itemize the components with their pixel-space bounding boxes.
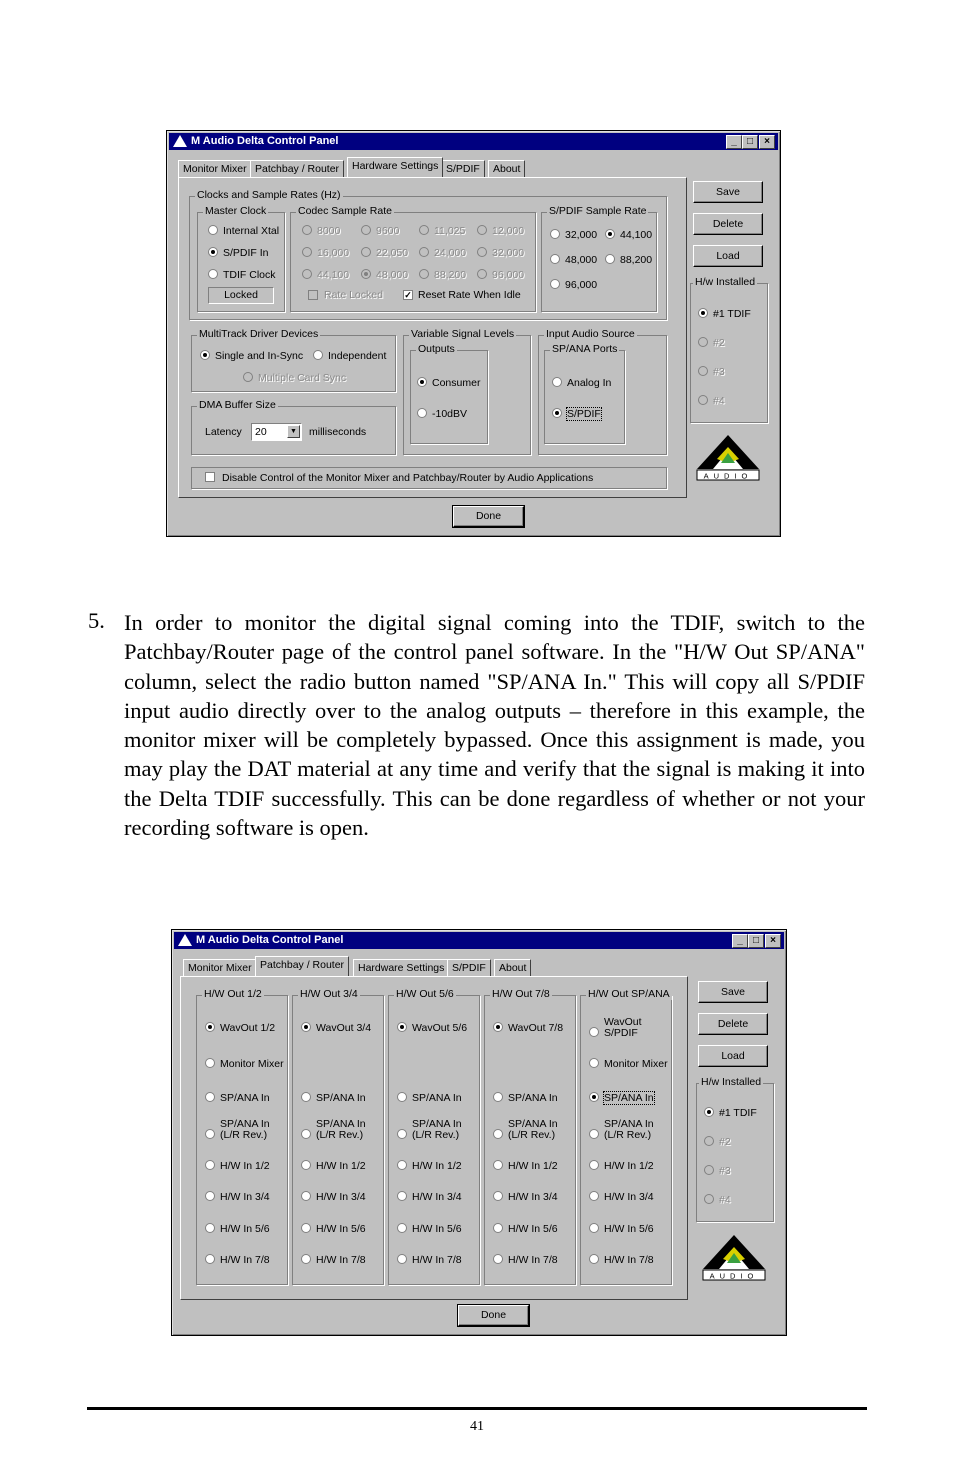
m-audio-app-icon xyxy=(178,934,192,946)
radio-codec-12000[interactable] xyxy=(477,225,487,235)
label-disable-control: Disable Control of the Monitor Mixer and Patchbay/Router by Audio Applications xyxy=(222,472,594,484)
label-hw-4: #4 xyxy=(719,1194,731,1206)
label-codec-24000: 24,000 xyxy=(434,247,467,259)
routing-radio[interactable] xyxy=(301,1223,311,1233)
routing-radio[interactable] xyxy=(301,1254,311,1264)
radio-tdif-clock[interactable] xyxy=(208,269,218,279)
window-title: M Audio Delta Control Panel xyxy=(191,135,339,147)
clocks-group-label: Clocks and Sample Rates (Hz) xyxy=(197,189,341,201)
routing-radio[interactable] xyxy=(589,1129,599,1139)
routing-option-label: H/W In 7/8 xyxy=(508,1254,558,1266)
routing-radio[interactable] xyxy=(589,1160,599,1170)
tab-monitor-mixer[interactable]: Monitor Mixer xyxy=(178,160,252,178)
routing-radio[interactable] xyxy=(589,1254,599,1264)
routing-option-label: H/W In 7/8 xyxy=(412,1254,462,1266)
page-number: 41 xyxy=(470,1419,484,1434)
label-hw-1-tdif: #1 TDIF xyxy=(719,1107,757,1119)
routing-radio[interactable] xyxy=(589,1027,599,1037)
routing-option-label: H/W In 1/2 xyxy=(412,1160,462,1172)
routing-option-label: WavOut 1/2 xyxy=(220,1022,276,1034)
instruction-paragraph: In order to monitor the digital signal coming into the TDIF, switch to the Patchbay/Router page of the control panel software. In the "H/W Out SP/ANA" column, select the radio button named "SP/ANA In." This will copy all S/PDIF input audio directly over to the analog outputs – therefore in this example, the monitor mixer will be completely bypassed. Once this assignment is made, you may play the DAT material at any time and verify that the signal is making it into the Delta TDIF successfully. This can be done regardless of whether or not your recording software is open. xyxy=(124,610,865,841)
routing-option-label: H/W In 3/4 xyxy=(316,1191,366,1203)
routing-option-label: H/W In 7/8 xyxy=(316,1254,366,1266)
tab-spdif[interactable]: S/PDIF xyxy=(441,160,485,178)
radio-codec-88200[interactable] xyxy=(419,269,429,279)
radio-hw-3[interactable] xyxy=(698,366,708,376)
radio-spdif-32000[interactable] xyxy=(550,229,560,239)
radio-hw-2[interactable] xyxy=(704,1136,714,1146)
label-consumer: Consumer xyxy=(432,377,481,389)
radio-codec-22050[interactable] xyxy=(361,247,371,257)
label-spdif-44100: 44,100 xyxy=(620,229,653,241)
routing-radio[interactable] xyxy=(589,1191,599,1201)
radio-hw-1-tdif[interactable] xyxy=(704,1107,714,1117)
done-button[interactable]: Done xyxy=(453,506,524,527)
radio-codec-11025[interactable] xyxy=(419,225,429,235)
routing-option-label: Monitor Mixer xyxy=(604,1058,668,1070)
routing-radio[interactable] xyxy=(397,1254,407,1264)
label-spdif-32000: 32,000 xyxy=(565,229,598,241)
control-panel-window-patchbay xyxy=(171,929,787,1336)
routing-radio[interactable] xyxy=(397,1092,407,1102)
label-independent: Independent xyxy=(328,350,387,362)
tab-patchbay-router[interactable]: Patchbay / Router xyxy=(255,956,349,976)
spdif-rate-label: S/PDIF Sample Rate xyxy=(549,205,647,217)
routing-option-label: H/W In 5/6 xyxy=(316,1223,366,1235)
routing-option-label: SP/ANA In xyxy=(412,1092,462,1104)
delete-button[interactable]: Delete xyxy=(693,213,763,235)
routing-radio[interactable] xyxy=(301,1092,311,1102)
routing-radio[interactable] xyxy=(397,1223,407,1233)
routing-option-label: SP/ANA In xyxy=(508,1092,558,1104)
hw-out-column-header: H/W Out 5/6 xyxy=(396,988,454,1000)
tab-monitor-mixer[interactable]: Monitor Mixer xyxy=(183,959,257,977)
spana-ports-label: SP/ANA Ports xyxy=(552,343,618,355)
hw-out-column-header: H/W Out 1/2 xyxy=(204,988,262,1000)
multitrack-label: MultiTrack Driver Devices xyxy=(199,328,319,340)
label-analog-in: Analog In xyxy=(567,377,612,389)
label-codec-44100: 44,100 xyxy=(317,269,350,281)
radio-codec-9600[interactable] xyxy=(361,225,371,235)
list-number: 5. xyxy=(88,608,105,633)
label-spdif-in: S/PDIF In xyxy=(223,247,269,259)
radio-codec-96000[interactable] xyxy=(477,269,487,279)
tab-hardware-settings[interactable]: Hardware Settings xyxy=(353,959,449,977)
minimize-button[interactable]: _ xyxy=(726,135,742,149)
routing-radio[interactable] xyxy=(205,1022,215,1032)
label-hw-1-tdif: #1 TDIF xyxy=(713,308,751,320)
codec-rate-label: Codec Sample Rate xyxy=(298,205,392,217)
routing-radio[interactable] xyxy=(493,1191,503,1201)
m-audio-app-icon xyxy=(173,135,187,147)
routing-option-label: H/W In 7/8 xyxy=(604,1254,654,1266)
routing-option-label: H/W In 5/6 xyxy=(220,1223,270,1235)
label-codec-32000: 32,000 xyxy=(492,247,525,259)
radio-codec-48000[interactable] xyxy=(361,269,371,279)
routing-option-label: H/W In 3/4 xyxy=(508,1191,558,1203)
radio-spdif-44100[interactable] xyxy=(605,229,615,239)
label-spdif-88200: 88,200 xyxy=(620,254,653,266)
radio-multiple-card-sync[interactable] xyxy=(243,372,253,382)
load-button[interactable]: Load xyxy=(698,1045,768,1067)
routing-option-label: SP/ANA In (L/R Rev.) xyxy=(508,1118,558,1141)
load-button[interactable]: Load xyxy=(693,245,763,267)
routing-radio[interactable] xyxy=(301,1129,311,1139)
routing-option-label: SP/ANA In (L/R Rev.) xyxy=(412,1118,462,1141)
tab-spdif[interactable]: S/PDIF xyxy=(447,959,491,977)
title-bar xyxy=(169,133,778,150)
label-codec-8000: 8000 xyxy=(317,225,341,237)
label-hw-2: #2 xyxy=(713,337,725,349)
label-milliseconds: milliseconds xyxy=(309,426,367,438)
routing-radio[interactable] xyxy=(397,1022,407,1032)
tab-about[interactable]: About xyxy=(488,160,525,178)
label-codec-12000: 12,000 xyxy=(492,225,525,237)
radio-hw-1-tdif[interactable] xyxy=(698,308,708,318)
label-internal-xtal: Internal Xtal xyxy=(223,225,280,237)
label-rate-locked: Rate Locked xyxy=(324,289,383,301)
routing-radio[interactable] xyxy=(493,1254,503,1264)
routing-radio[interactable] xyxy=(205,1160,215,1170)
routing-option-label: SP/ANA In xyxy=(220,1092,270,1104)
routing-option-label: WavOut S/PDIF xyxy=(604,1016,642,1039)
radio-independent[interactable] xyxy=(313,350,323,360)
routing-radio[interactable] xyxy=(205,1058,215,1068)
routing-option-label: H/W In 3/4 xyxy=(220,1191,270,1203)
control-panel-window-hardware xyxy=(166,130,781,537)
routing-radio[interactable] xyxy=(397,1191,407,1201)
routing-radio[interactable] xyxy=(301,1160,311,1170)
hw-out-column-header: H/W Out SP/ANA xyxy=(588,988,670,1000)
routing-option-label: H/W In 7/8 xyxy=(220,1254,270,1266)
routing-option-label: H/W In 5/6 xyxy=(508,1223,558,1235)
routing-option-label: Monitor Mixer xyxy=(220,1058,284,1070)
routing-radio[interactable] xyxy=(301,1022,311,1032)
routing-radio[interactable] xyxy=(205,1254,215,1264)
hw-installed-label: H/w Installed xyxy=(695,276,756,288)
routing-option-label: WavOut 3/4 xyxy=(316,1022,372,1034)
radio-codec-16000[interactable] xyxy=(302,247,312,257)
label-multiple-card-sync: Multiple Card Sync xyxy=(258,372,347,384)
routing-option-label: H/W In 3/4 xyxy=(412,1191,462,1203)
title-bar xyxy=(174,932,784,949)
tab-patchbay-router[interactable]: Patchbay / Router xyxy=(250,160,344,178)
label-latency: Latency xyxy=(205,426,242,438)
label-codec-96000: 96,000 xyxy=(492,269,525,281)
checkbox-reset-rate[interactable]: ✓ xyxy=(404,290,412,300)
minimize-button[interactable]: _ xyxy=(732,934,748,948)
tab-about[interactable]: About xyxy=(494,959,531,977)
radio-single-in-sync[interactable] xyxy=(200,350,210,360)
spana-ports-subgroup xyxy=(544,343,625,444)
label-codec-48000: 48,000 xyxy=(376,269,409,281)
radio-codec-8000[interactable] xyxy=(302,225,312,235)
close-button[interactable]: × xyxy=(765,934,781,948)
routing-radio[interactable] xyxy=(397,1160,407,1170)
latency-dropdown[interactable] xyxy=(251,423,302,441)
save-button[interactable]: Save xyxy=(698,981,768,1003)
routing-option-label: SP/ANA In (L/R Rev.) xyxy=(220,1118,270,1141)
m-audio-logo-icon xyxy=(695,433,761,481)
radio-input-spdif[interactable] xyxy=(552,408,562,418)
radio-spdif-48000[interactable] xyxy=(550,254,560,264)
label-codec-9600: 9600 xyxy=(376,225,400,237)
outputs-subgroup xyxy=(410,343,488,444)
routing-option-label: H/W In 1/2 xyxy=(604,1160,654,1172)
label-codec-22050: 22,050 xyxy=(376,247,409,259)
radio-spdif-in[interactable] xyxy=(208,247,218,257)
logo-text: AUDIO xyxy=(709,1271,759,1281)
maximize-button[interactable]: □ xyxy=(742,135,758,149)
hw-out-column-header: H/W Out 3/4 xyxy=(300,988,358,1000)
routing-option-label: H/W In 3/4 xyxy=(604,1191,654,1203)
routing-option-label: WavOut 5/6 xyxy=(412,1022,468,1034)
delete-button[interactable]: Delete xyxy=(698,1013,768,1035)
label-minus10dbv: -10dBV xyxy=(432,408,468,420)
routing-radio[interactable] xyxy=(493,1223,503,1233)
radio-codec-32000[interactable] xyxy=(477,247,487,257)
routing-option-label: SP/ANA In (L/R Rev.) xyxy=(604,1118,654,1141)
label-codec-88200: 88,200 xyxy=(434,269,467,281)
radio-codec-24000[interactable] xyxy=(419,247,429,257)
routing-option-label: SP/ANA In (L/R Rev.) xyxy=(316,1118,366,1141)
done-button[interactable]: Done xyxy=(458,1305,529,1326)
label-codec-16000: 16,000 xyxy=(317,247,350,259)
routing-radio[interactable] xyxy=(589,1092,599,1102)
routing-option-label: H/W In 1/2 xyxy=(508,1160,558,1172)
radio-spdif-96000[interactable] xyxy=(550,279,560,289)
master-clock-label: Master Clock xyxy=(205,205,267,217)
label-hw-3: #3 xyxy=(719,1165,731,1177)
radio-hw-3[interactable] xyxy=(704,1165,714,1175)
radio-codec-44100[interactable] xyxy=(302,269,312,279)
footer-rule xyxy=(87,1407,867,1410)
routing-radio[interactable] xyxy=(205,1223,215,1233)
routing-radio[interactable] xyxy=(397,1129,407,1139)
dma-buffer-label: DMA Buffer Size xyxy=(199,399,276,411)
label-tdif-clock: TDIF Clock xyxy=(223,269,276,281)
clock-locked-status: Locked xyxy=(208,287,274,304)
radio-hw-2[interactable] xyxy=(698,337,708,347)
latency-value: 20 xyxy=(255,426,267,438)
routing-radio[interactable] xyxy=(301,1191,311,1201)
radio-spdif-88200[interactable] xyxy=(605,254,615,264)
label-hw-3: #3 xyxy=(713,366,725,378)
routing-option-label: WavOut 7/8 xyxy=(508,1022,564,1034)
radio-analog-in[interactable] xyxy=(552,377,562,387)
routing-option-label: H/W In 1/2 xyxy=(220,1160,270,1172)
radio-hw-4[interactable] xyxy=(704,1194,714,1204)
radio-minus10dbv[interactable] xyxy=(417,408,427,418)
routing-radio[interactable] xyxy=(589,1058,599,1068)
routing-option-label: SP/ANA In xyxy=(604,1092,654,1104)
label-input-spdif: S/PDIF xyxy=(567,408,601,420)
routing-option-label: H/W In 5/6 xyxy=(604,1223,654,1235)
routing-radio[interactable] xyxy=(493,1092,503,1102)
window-title: M Audio Delta Control Panel xyxy=(196,934,344,946)
outputs-label: Outputs xyxy=(418,343,455,355)
routing-option-label: H/W In 1/2 xyxy=(316,1160,366,1172)
chevron-down-icon[interactable]: ▼ xyxy=(287,425,300,438)
variable-levels-label: Variable Signal Levels xyxy=(411,328,515,340)
label-spdif-48000: 48,000 xyxy=(565,254,598,266)
label-single-in-sync: Single and In-Sync xyxy=(215,350,304,362)
label-hw-2: #2 xyxy=(719,1136,731,1148)
tab-hardware-settings[interactable]: Hardware Settings xyxy=(347,157,443,177)
routing-radio[interactable] xyxy=(493,1160,503,1170)
routing-radio[interactable] xyxy=(493,1129,503,1139)
label-hw-4: #4 xyxy=(713,395,725,407)
logo-text: AUDIO xyxy=(703,471,753,481)
input-source-label: Input Audio Source xyxy=(546,328,635,340)
routing-option-label: SP/ANA In xyxy=(316,1092,366,1104)
routing-radio[interactable] xyxy=(205,1191,215,1201)
label-reset-rate: Reset Rate When Idle xyxy=(418,289,521,301)
routing-radio[interactable] xyxy=(205,1092,215,1102)
routing-option-label: H/W In 5/6 xyxy=(412,1223,462,1235)
label-spdif-96000: 96,000 xyxy=(565,279,598,291)
radio-hw-4[interactable] xyxy=(698,395,708,405)
checkbox-rate-locked[interactable] xyxy=(308,290,318,300)
radio-internal-xtal[interactable] xyxy=(208,225,218,235)
radio-consumer[interactable] xyxy=(417,377,427,387)
save-button[interactable]: Save xyxy=(693,181,763,203)
routing-radio[interactable] xyxy=(589,1223,599,1233)
routing-radio[interactable] xyxy=(493,1022,503,1032)
maximize-button[interactable]: □ xyxy=(748,934,764,948)
checkbox-disable-control[interactable] xyxy=(205,472,215,482)
close-button[interactable]: × xyxy=(759,135,775,149)
label-codec-11025: 11,025 xyxy=(434,225,466,237)
routing-radio[interactable] xyxy=(205,1129,215,1139)
hw-installed-label: H/w Installed xyxy=(701,1076,762,1088)
m-audio-logo-icon xyxy=(701,1233,767,1281)
hw-out-column-header: H/W Out 7/8 xyxy=(492,988,550,1000)
